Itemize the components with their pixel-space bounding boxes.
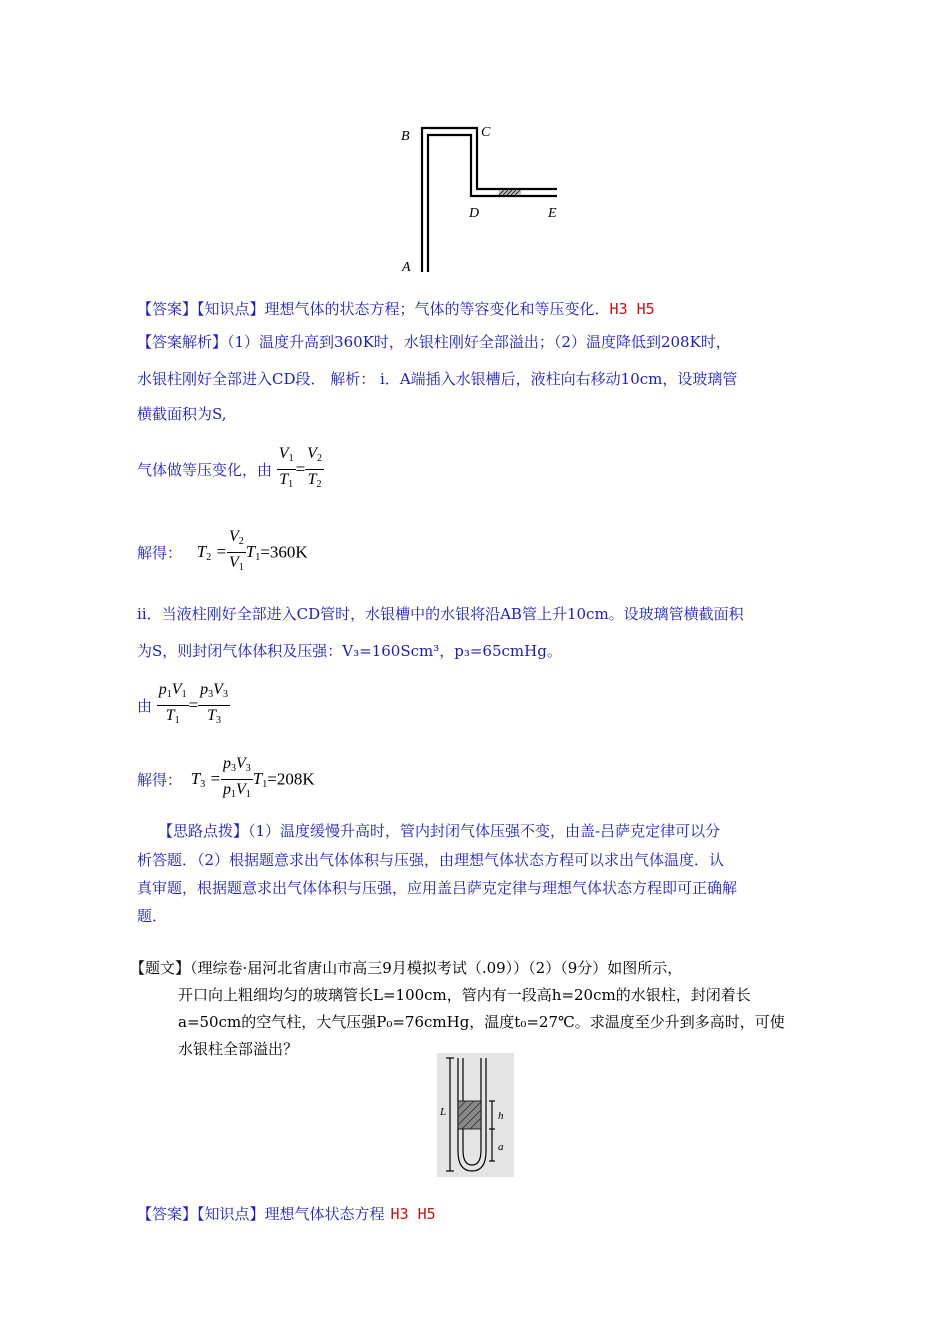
hint-tag: 【思路点拨】 bbox=[158, 822, 249, 840]
analysis-ii-line2: 为S，则封闭气体体积及压强：V₃=160Scm³，p₃=65cmHg。 bbox=[137, 642, 562, 660]
formula-p3v3-t3: $\frac{p_3V_3}{T_3}$ bbox=[200, 681, 228, 726]
label-L: L bbox=[440, 1106, 447, 1118]
label-d: D bbox=[469, 206, 480, 221]
knowledge-topic-2: 理想气体状态方程 bbox=[264, 1205, 385, 1223]
answer-tag: 【答案】 bbox=[137, 300, 198, 318]
answer2-line bbox=[137, 1203, 436, 1224]
formula-v2-t2: $\frac{V_2}{T_2}$ bbox=[307, 445, 322, 490]
analysis-line3: 横截面积为S, bbox=[137, 405, 227, 423]
formula-p1v1-t1: $\frac{p_1V_1}{T_1}$ bbox=[158, 681, 187, 726]
hint-line3: 真审题，根据题意求出气体体积与压强，应用盖吕萨克定律与理想气体状态方程即可正确解 bbox=[137, 879, 738, 897]
question2-line4: 水银柱全部溢出？ bbox=[178, 1040, 299, 1058]
solve2-line: 解得： $T_3$ = $\frac{p_3V_3}{p_1V_1}$ $T_1=208K$ bbox=[137, 754, 315, 805]
knowledge-codes: H3 H5 bbox=[609, 300, 655, 318]
hint-line1: 【思路点拨】（1）温度缓慢升高时，管内封闭气体压强不变，由盖-吕萨克定律可以分 bbox=[158, 822, 721, 840]
hint-line4: 题． bbox=[137, 907, 168, 925]
answer-tag-2: 【答案】 bbox=[137, 1205, 198, 1223]
state-eq-line: 由 $\frac{p_1V_1}{T_1}$ = $\frac{p_3V_3}{T_3}$ bbox=[137, 680, 230, 731]
knowledge-tag: 【知识点】 bbox=[197, 300, 265, 318]
question2-line2: 开口向上粗细均匀的玻璃管长L=100cm，管内有一段高h=20cm的水银柱，封闭着长 bbox=[178, 986, 751, 1004]
analysis-line2: 水银柱刚好全部进入CD段． 解析： ⅰ．A端插入水银槽后，液柱向右移动10cm，设玻璃管 bbox=[137, 370, 738, 388]
solve1-result: =360K bbox=[260, 542, 308, 562]
label-e: E bbox=[548, 206, 557, 221]
charles-law-line: 气体做等压变化，由 $\frac{V_1}{T_1}$ = $\frac{V_2}{T_2}$ bbox=[137, 444, 324, 495]
label-a: A bbox=[402, 260, 411, 275]
analysis-ii-line1: ⅱ．当液柱刚好全部进入CD管时，水银槽中的水银将沿AB管上升10cm。设玻璃管横截面积 bbox=[137, 605, 744, 623]
u-tube-diagram bbox=[437, 1053, 514, 1177]
answer1-line bbox=[137, 298, 655, 319]
solve2-result: =208K bbox=[267, 769, 315, 789]
analysis-tag: 【答案解析】 bbox=[137, 333, 228, 351]
knowledge-topic: 理想气体的状态方程；气体的等容变化和等压变化． bbox=[264, 300, 610, 318]
question2-line3: a=50cm的空气柱，大气压强P₀=76cmHg，温度t₀=27℃。求温度至少升到多高时，可使 bbox=[178, 1013, 785, 1031]
hint-line2: 析答题．（2）根据题意求出气体体积与压强，由理想气体状态方程可以求出气体温度．认 bbox=[137, 851, 725, 869]
analysis-line1: 【答案解析】（1）温度升高到360K时，水银柱刚好全部溢出；（2）温度降低到208K时， bbox=[137, 333, 731, 351]
question-tag: 【题文】 bbox=[130, 959, 191, 977]
knowledge-codes-2: H3 H5 bbox=[390, 1205, 436, 1223]
label-c: C bbox=[481, 125, 491, 140]
knowledge-tag-2: 【知识点】 bbox=[197, 1205, 265, 1223]
tube-diagram-abcde bbox=[395, 120, 575, 280]
label-b: B bbox=[401, 129, 410, 144]
question2-line1: 【题文】（理综卷·届河北省唐山市高三9月模拟考试（.09））（2）（9分）如图所示， bbox=[130, 959, 683, 977]
formula-v1-t1: $\frac{V_1}{T_1}$ bbox=[278, 445, 294, 490]
solve1-line: 解得： $T_2$ = $\frac{V_2}{V_1}$ $T_1=360K$ bbox=[137, 527, 308, 578]
formula-p3v3-p1v1: $\frac{p_3V_3}{p_1V_1}$ bbox=[223, 755, 251, 800]
label-h: h bbox=[498, 1110, 504, 1122]
label-a-small: a bbox=[498, 1141, 504, 1153]
formula-v2-v1: $\frac{V_2}{V_1}$ bbox=[229, 528, 244, 573]
